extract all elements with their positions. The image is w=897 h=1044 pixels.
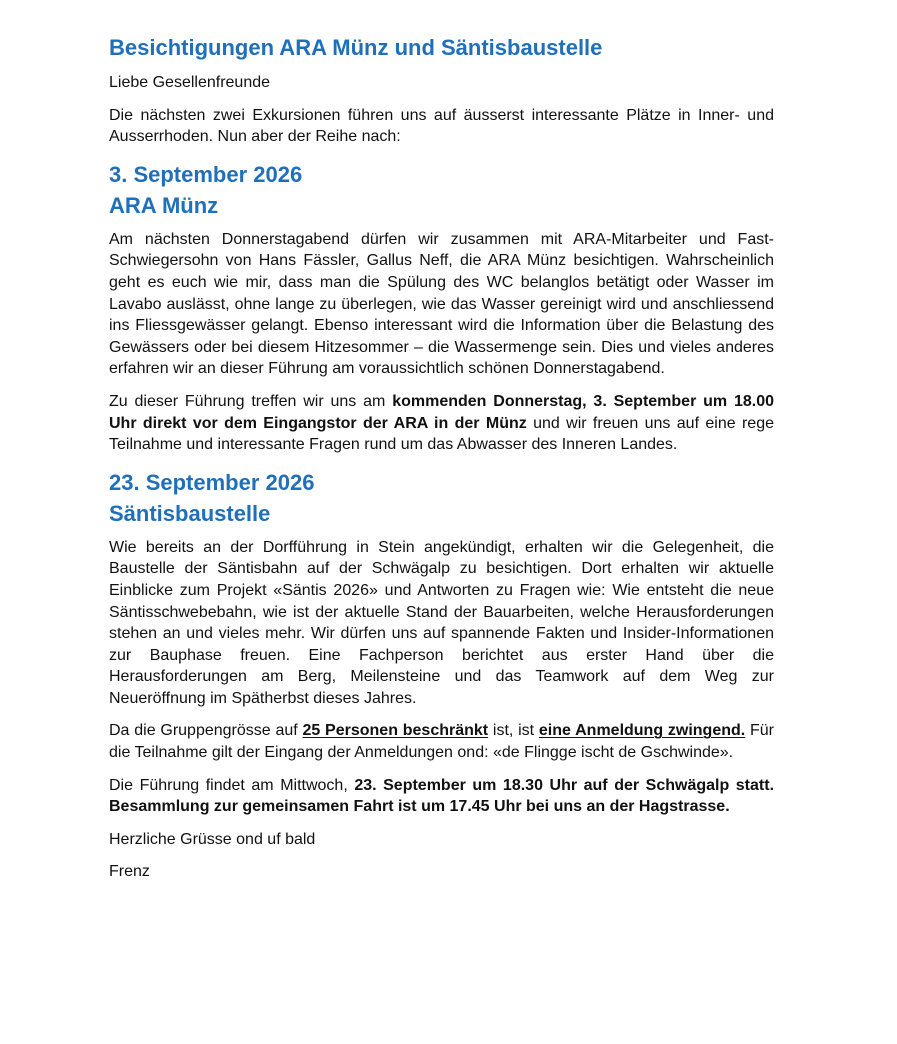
section1-p2-text-b: und wir freuen uns auf eine rege Teilnahme und interessante Fragen rund um das Abwasser des Inneren Landes. <box>109 414 774 454</box>
section2-paragraph-3 <box>109 775 774 818</box>
section2-p2-text-a: Da die Gruppengrösse auf <box>109 722 303 740</box>
section2-p2-underline-2: eine Anmeldung zwingend. <box>538 722 746 740</box>
section2-p3-text-a: Die Führung findet am Mittwoch, <box>109 776 355 794</box>
document-content <box>109 34 774 883</box>
closing: Herzliche Grüsse ond uf bald <box>109 830 316 848</box>
section1-paragraph-1: Am nächsten Donnerstagabend dürfen wir zusammen mit ARA-Mitarbeiter und Fast-Schwiegersohn von Hans Fässler, Gallus Neff, die ARA Münz besichtigen. Wahrscheinlich geht es euch wie mir, dass man die Spülung des WC belanglos betätigt oder Wasser im Lavabo auslässt, ohne lange zu überlegen, wie das Wasser gereinigt wird und anschliessend ins Fliessgewässer gelangt. Ebenso interessant wird die Information über die Belastung des Gewässers oder bei diesem Hitzesommer – die Wassermenge sein. Dies und vieles anderes erfahren wir an dieser Führung am voraussichtlich schönen Donnerstagabend. <box>109 230 774 378</box>
section2-p3-bold: 23. September um 18.30 Uhr auf der Schwägalp statt. Besammlung zur gemeinsamen Fahrt ist um 17.45 Uhr bei uns an der Hagstrasse. <box>109 776 775 816</box>
section1-date: 3. September 2026 <box>109 161 303 187</box>
signature: Frenz <box>109 863 150 881</box>
section2-heading <box>109 467 774 529</box>
section1-name: ARA Münz <box>109 192 219 218</box>
section1-paragraph-2 <box>109 391 774 456</box>
section2-paragraph-2 <box>109 720 774 763</box>
greeting: Liebe Gesellenfreunde <box>109 74 271 91</box>
section2-date: 23. September 2026 <box>109 469 315 495</box>
section2-p2-text-c: Für die Teilnahme gilt der Eingang der Anmeldungen ond: «de Flingge ischt de Gschwinde». <box>109 722 774 762</box>
section2-name: Säntisbaustelle <box>109 500 271 526</box>
section1-heading <box>109 159 774 221</box>
section2-p2-underline-1: 25 Personen beschränkt <box>302 722 489 740</box>
section1-p2-text-a: Zu dieser Führung treffen wir uns am <box>109 392 393 410</box>
intro-paragraph: Die nächsten zwei Exkursionen führen uns auf äusserst interessante Plätze in Inner- und Ausserrhoden. Nun aber der Reihe nach: <box>109 106 774 146</box>
section2-p2-text-b: ist, ist <box>488 722 539 740</box>
section2-paragraph-1: Wie bereits an der Dorfführung in Stein angekündigt, erhalten wir die Gelegenheit, die Baustelle der Säntisbahn auf der Schwägalp zu besichtigen. Dort erhalten wir aktuelle Einblicke zum Projekt «Säntis 2026» und Antworten zu Fragen wie: Wie entsteht die neue Säntisschwebebahn, wie ist der aktuelle Stand der Bauarbeiten, welche Herausforderungen stehen an und vieles mehr. Wir dürfen uns auf spannende Fakten und Insider-Informationen zur Bauphase freuen. Eine Fachperson berichtet aus erster Hand über die Herausforderungen am Berg, Meilensteine und das Teamwork auf dem Weg zur Neueröffnung im Spätherbst dieses Jahres. <box>109 538 774 707</box>
section1-p2-bold: kommenden Donnerstag, 3. September um 18.00 Uhr direkt vor dem Eingangstor der ARA in der Münz <box>109 392 774 432</box>
page-title: Besichtigungen ARA Münz und Säntisbaustelle <box>109 35 603 60</box>
